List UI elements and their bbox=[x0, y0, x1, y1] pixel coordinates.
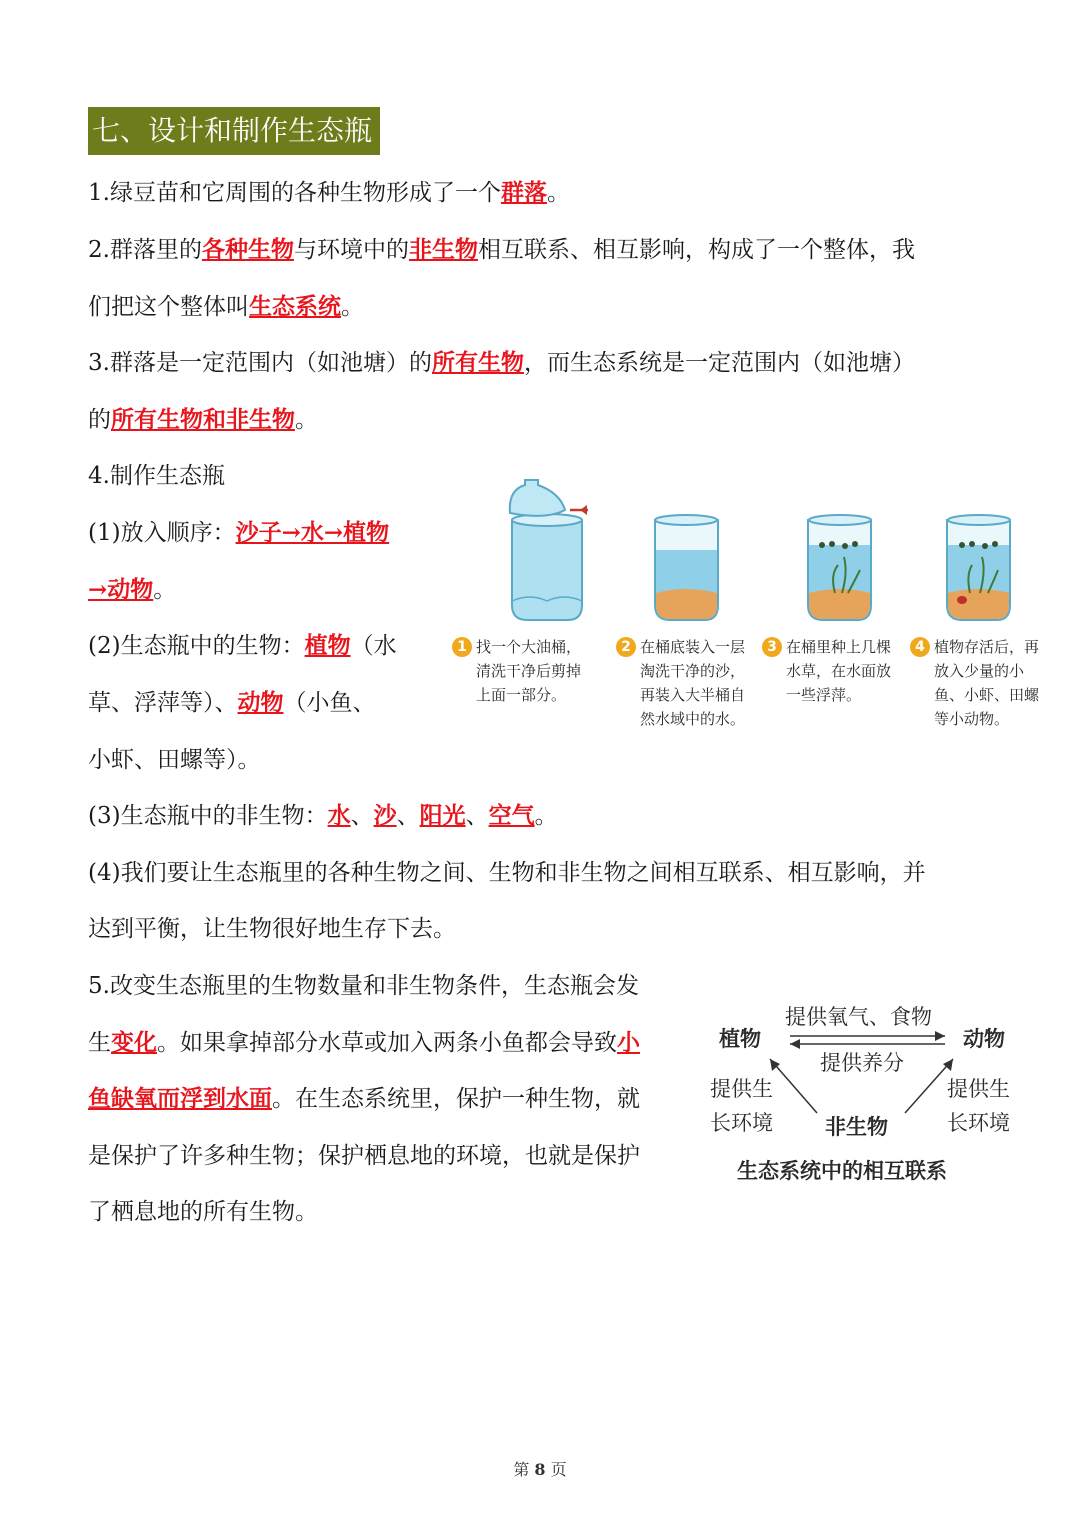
paragraph-4-heading: 4.制作生态瓶 bbox=[88, 463, 225, 489]
env-right-line-1: 提供生 bbox=[947, 1077, 1010, 1101]
keyword-community: 群落 bbox=[500, 179, 547, 206]
nonliving-label: 非生物 bbox=[825, 1115, 888, 1139]
page-number: 第 8 页 bbox=[513, 1460, 567, 1479]
paragraph-5-line-1: 5.改变生态瓶里的生物数量和非生物条件，生态瓶会发 bbox=[88, 973, 639, 999]
bottle-cut-icon bbox=[510, 480, 588, 620]
step-order-line-2: →动物。 bbox=[88, 576, 177, 603]
balance-line-2: 达到平衡，让生物很好地生存下去。 bbox=[88, 916, 456, 942]
paragraph-3-line-2: 的所有生物和非生物。 bbox=[88, 406, 318, 433]
nutrient-label: 提供养分 bbox=[820, 1051, 904, 1075]
env-left-line-1: 提供生 bbox=[710, 1077, 773, 1101]
paragraph-2-line-1: 2.群落里的各种生物与环境中的非生物相互联系、相互影响，构成了一个整体，我 bbox=[88, 236, 915, 263]
paragraph-5-line-3: 鱼缺氧而浮到水面。在生态系统里，保护一种生物，就 bbox=[88, 1085, 640, 1112]
organisms-line-3: 小虾、田螺等）。 bbox=[88, 747, 261, 773]
section-title: 七、设计和制作生态瓶 bbox=[88, 107, 380, 155]
paragraph-2-line-2: 们把这个整体叫生态系统。 bbox=[88, 293, 364, 320]
bottle-steps-figure bbox=[450, 475, 1060, 735]
animal-label: 动物 bbox=[963, 1027, 1005, 1051]
step-order-line-1: (1)放入顺序：沙子→水→植物 bbox=[88, 519, 390, 546]
paragraph-5-line-5: 了栖息地的所有生物。 bbox=[88, 1199, 318, 1225]
organisms-line-1: (2)生态瓶中的生物：植物（水 bbox=[88, 632, 397, 659]
bottle-step-3: 3 在桶里种上几棵 水草，在水面放 一些浮萍。 bbox=[762, 635, 891, 707]
bottle-step-2: 2 在桶底装入一层 淘洗干净的沙， 再装入大半桶自 然水域中的水。 bbox=[616, 635, 745, 731]
plant-label: 植物 bbox=[719, 1027, 761, 1051]
paragraph-5-line-2: 生变化。如果拿掉部分水草或加入两条小鱼都会导致小 bbox=[88, 1029, 640, 1056]
bottle-plants-icon bbox=[808, 515, 871, 620]
env-right-line-2: 长环境 bbox=[947, 1111, 1010, 1135]
balance-line-1: (4)我们要让生态瓶里的各种生物之间、生物和非生物之间相互联系、相互影响，并 bbox=[88, 860, 926, 886]
bottle-sand-water-icon bbox=[655, 515, 718, 620]
bottle-animals-icon bbox=[947, 515, 1010, 620]
paragraph-1: 1.绿豆苗和它周围的各种生物形成了一个群落。 bbox=[88, 179, 570, 206]
bottle-step-4: 4 植物存活后，再 放入少量的小 鱼、小虾、田螺 等小动物。 bbox=[910, 635, 1039, 731]
diagram-caption: 生态系统中的相互联系 bbox=[737, 1159, 947, 1183]
paragraph-3-line-1: 3.群落是一定范围内（如池塘）的所有生物，而生态系统是一定范围内（如池塘） bbox=[88, 349, 915, 376]
oxygen-food-label: 提供氧气、食物 bbox=[785, 1005, 932, 1029]
paragraph-5-line-4: 是保护了许多种生物；保护栖息地的环境，也就是保护 bbox=[88, 1143, 640, 1169]
nonliving-line: (3)生态瓶中的非生物：水、沙、阳光、空气。 bbox=[88, 802, 558, 829]
ecosystem-diagram bbox=[705, 995, 1035, 1195]
env-left-line-2: 长环境 bbox=[710, 1111, 773, 1135]
bottle-step-1: 1 找一个大油桶， 清洗干净后剪掉 上面一部分。 bbox=[452, 635, 581, 707]
bottle-illustrations bbox=[450, 475, 1060, 635]
organisms-line-2: 草、浮萍等）、动物（小鱼、 bbox=[88, 689, 376, 716]
